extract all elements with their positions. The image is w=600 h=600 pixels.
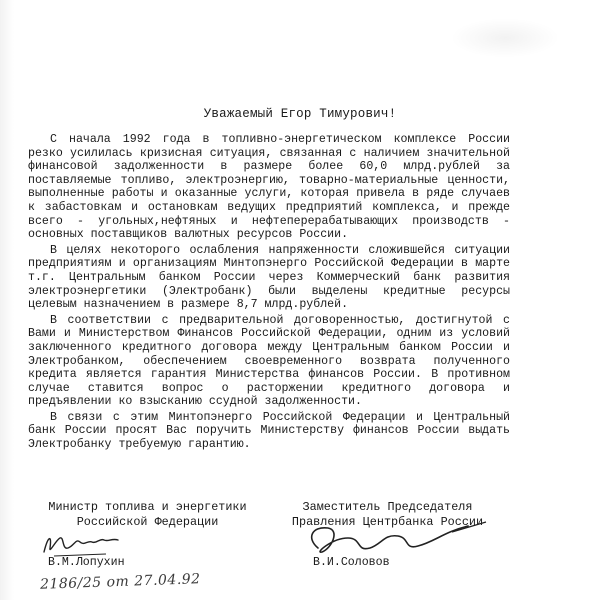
letter-greeting: Уважаемый Егор Тимурович! — [203, 107, 397, 121]
letter-paragraph-1: С начала 1992 года в топливно-энергетическом комплексе России резко усилилась кризисная ситуация, связанная с наличием значительной финансовой задолженности в размере более 60,0 млрд.рублей за поставляемые топливо, электроэнергию, товарно-материальные ценности, выполненные работы и оказанные услуги, которая привела в ряде случаев к забастовкам и остановкам ведущих предприятий комплекса, и прежде всего - угольных,нефтяных и нефтеперерабатывающих производств - основных поставщиков валютных ресурсов России. — [28, 133, 510, 242]
letter-paragraph-2: В целях некоторого ослабления напряженности сложившейся ситуации предприятиям и организациям Минтопэнерго Российской Федерации в марте т.г. Центральным банком России через Коммерческий банк развития электроэнергетики (Электробанк) были выделены кредитные ресурсы целевым назначением в размере 8,7 млрд.рублей. — [28, 243, 510, 312]
signatory-right-title-line1: Заместитель Председателя — [302, 500, 473, 514]
letter-body — [28, 133, 510, 452]
scan-smudge — [450, 18, 560, 58]
signatory-right-name: В.И.Соловов — [313, 556, 390, 569]
signatory-left-title-line1: Министр топлива и энергетики — [48, 500, 247, 514]
letter-paragraph-4: В связи с этим Минтопэнерго Российской Федерации и Центральный банк России просят Вас поручить Министерству финансов России выдать Электробанку требуемую гарантию. — [28, 410, 510, 452]
handwritten-registration-note: 2186/25 от 27.04.92 — [39, 571, 201, 593]
signature-block-left — [40, 500, 255, 530]
letter-paragraph-3: В соответствии с предварительной договоренностью, достигнутой с Вами и Министерством Финансов Российской Федерации, одним из условий заключенного кредитного договора между Центральным банком России и Электробанком, обеспечением своевременного возврата полученного кредита является гарантия Министерства финансов России. В противном случае ставится вопрос о расторжении кредитного договора и предъявлении ко взысканию ссудной задолженности. — [28, 313, 510, 409]
signatory-left-title-line2: Российской Федерации — [76, 515, 219, 529]
signatory-right-title-line2: Правления Центрбанка России — [291, 515, 484, 529]
signatory-left-name: В.М.Лопухин — [48, 556, 125, 569]
scan-edge-shadow — [0, 0, 14, 600]
